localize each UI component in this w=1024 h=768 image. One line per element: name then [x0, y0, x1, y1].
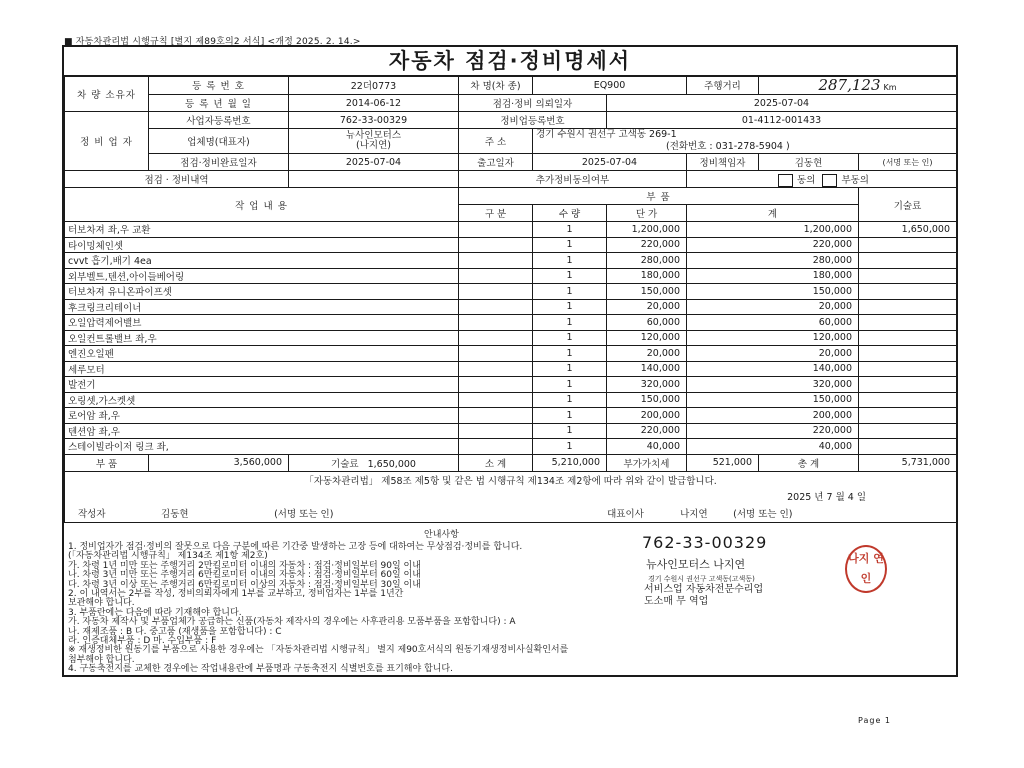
company-label: 업체명(대표자) — [149, 129, 289, 154]
totals-parts: 3,560,000 — [149, 454, 289, 471]
parts-header: 부 품 — [459, 188, 859, 205]
item-work: 터보차져 유니온파이프셋 — [65, 284, 459, 300]
item-labor — [859, 268, 957, 284]
item-type — [459, 315, 533, 331]
item-row — [65, 315, 957, 331]
item-type — [459, 237, 533, 253]
consent-options — [687, 171, 957, 188]
item-row — [65, 377, 957, 393]
issue-date: 2025 년 7 월 4 일 — [65, 488, 957, 504]
col-total: 계 — [687, 205, 859, 222]
totals-parts-label: 부 품 — [65, 454, 149, 471]
item-qty: 1 — [533, 423, 607, 439]
notice-section — [64, 530, 956, 675]
release-date-label: 출고일자 — [459, 154, 533, 171]
item-qty: 1 — [533, 315, 607, 331]
totals-labor — [289, 454, 459, 471]
stamp-company: 뉴사인모터스 나지연 — [646, 558, 746, 571]
labor-header: 기술료 — [859, 188, 957, 222]
item-type — [459, 392, 533, 408]
notice-heading: 안내사항 — [424, 530, 459, 540]
item-unit-price: 20,000 — [607, 346, 687, 362]
item-work: 스테이빌라이저 링크 좌, — [65, 439, 459, 455]
item-labor — [859, 408, 957, 424]
item-row — [65, 253, 957, 269]
reg-no-label: 등 록 번 호 — [149, 76, 289, 95]
item-unit-price: 40,000 — [607, 439, 687, 455]
item-unit-price: 320,000 — [607, 377, 687, 393]
done-date-value: 2025-07-04 — [289, 154, 459, 171]
item-work: 터보차져 좌,우 교환 — [65, 222, 459, 238]
details-section-label: 점검 · 정비내역 — [65, 171, 289, 188]
notice-line: 2. 이 내역서는 2부를 작성, 정비의뢰자에게 1부를 교부하고, 정비업자는 1부를 1년간 — [68, 589, 404, 599]
item-type — [459, 284, 533, 300]
item-qty: 1 — [533, 299, 607, 315]
item-row — [65, 237, 957, 253]
item-total: 40,000 — [687, 439, 859, 455]
owner-section-label: 차 량 소유자 — [65, 76, 149, 112]
address-text: 경기 수원시 권선구 고색동 269-1 — [536, 129, 677, 140]
item-total: 150,000 — [687, 284, 859, 300]
notice-line: 4. 구동축전지를 교체한 경우에는 작업내용란에 부품명과 구동축전지 식별번호를 표기해야 합니다. — [68, 664, 453, 675]
mileage-value — [759, 76, 957, 95]
item-labor — [859, 423, 957, 439]
notice-line: (「자동차관리법 시행규칙」 제134조 제1항 제2호) — [68, 551, 268, 562]
item-type — [459, 346, 533, 362]
item-type — [459, 268, 533, 284]
item-unit-price: 1,200,000 — [607, 222, 687, 238]
item-total: 1,200,000 — [687, 222, 859, 238]
item-unit-price: 220,000 — [607, 237, 687, 253]
item-row — [65, 284, 957, 300]
stamp-types: 서비스업 자동차전문수리업 — [644, 584, 764, 595]
item-type — [459, 439, 533, 455]
reg-date-label: 등 록 년 월 일 — [149, 95, 289, 112]
signature-row — [65, 504, 957, 523]
item-work: 타이밍체인셋 — [65, 237, 459, 253]
item-work: 오일컨트롤밸브 좌,우 — [65, 330, 459, 346]
item-qty: 1 — [533, 237, 607, 253]
item-row — [65, 392, 957, 408]
item-work: 세루모터 — [65, 361, 459, 377]
stamp-types-2: 도소매 무 역업 — [644, 596, 709, 607]
item-total: 280,000 — [687, 253, 859, 269]
biz-no-label: 사업자등록번호 — [149, 112, 289, 129]
manager-label: 정비책임자 — [687, 154, 759, 171]
item-total: 150,000 — [687, 392, 859, 408]
model-value: EQ900 — [533, 76, 687, 95]
item-work: 발전기 — [65, 377, 459, 393]
notice-line: 나. 차령 3년 미만 또는 주행거리 6만킬로미터 이내의 자동차 : 점검·정비일부터 60일 이내 — [68, 570, 421, 581]
item-labor — [859, 330, 957, 346]
item-unit-price: 200,000 — [607, 408, 687, 424]
item-total: 20,000 — [687, 346, 859, 362]
ceo-name: 나지연 — [680, 508, 708, 520]
form-header: ■ 자동차관리법 시행규칙 [별지 제89호의2 서식] <개정 2025. 2. 14.> — [64, 37, 361, 47]
item-row — [65, 346, 957, 362]
item-unit-price: 140,000 — [607, 361, 687, 377]
item-unit-price: 150,000 — [607, 284, 687, 300]
notice-line: 첨부해야 합니다. — [68, 654, 135, 665]
item-labor: 1,650,000 — [859, 222, 957, 238]
disagree-checkbox[interactable] — [822, 174, 837, 187]
item-row — [65, 330, 957, 346]
item-qty: 1 — [533, 408, 607, 424]
biz-no-value: 762-33-00329 — [289, 112, 459, 129]
total-value: 5,731,000 — [859, 454, 957, 471]
company-name: 뉴사인모터스 — [345, 130, 402, 141]
phone-text: (전화번호 : 031-278-5904 ) — [666, 141, 790, 152]
item-total: 20,000 — [687, 299, 859, 315]
item-work: 외부벨트,텐션,아이들베어링 — [65, 268, 459, 284]
done-date-label: 점검·정비완료일자 — [149, 154, 289, 171]
document — [62, 45, 958, 677]
item-total: 120,000 — [687, 330, 859, 346]
stamp-address: 경기 수원시 권선구 고색동(고색동) — [648, 575, 755, 583]
item-unit-price: 220,000 — [607, 423, 687, 439]
notice-line: 나. 재제조품 : B 다. 중고품 (재생품을 포함합니다) : C — [68, 626, 282, 637]
request-date-label: 점검·정비 의뢰일자 — [459, 95, 607, 112]
item-type — [459, 299, 533, 315]
item-labor — [859, 315, 957, 331]
stamp-biz-no: 762-33-00329 — [642, 533, 768, 552]
item-total: 220,000 — [687, 423, 859, 439]
item-type — [459, 377, 533, 393]
writer-label: 작성자 — [78, 508, 106, 520]
item-row — [65, 408, 957, 424]
item-total: 320,000 — [687, 377, 859, 393]
item-total: 140,000 — [687, 361, 859, 377]
agree-label: 동의 — [797, 174, 816, 186]
item-work: 오일압력제어밸브 — [65, 315, 459, 331]
work-header: 작 업 내 용 — [65, 188, 459, 222]
item-row — [65, 268, 957, 284]
mileage-unit: Km — [883, 83, 897, 92]
subtotal-label: 소 계 — [459, 454, 533, 471]
item-total: 60,000 — [687, 315, 859, 331]
item-row — [65, 439, 957, 455]
item-total: 220,000 — [687, 237, 859, 253]
item-unit-price: 120,000 — [607, 330, 687, 346]
ceo-sign: (서명 또는 인) — [733, 508, 793, 520]
col-unit: 단 가 — [607, 205, 687, 222]
col-qty: 수 량 — [533, 205, 607, 222]
ceo-label: 대표이사 — [607, 508, 644, 520]
item-unit-price: 150,000 — [607, 392, 687, 408]
totals-labor-label: 기술료 — [331, 458, 359, 470]
item-unit-price: 280,000 — [607, 253, 687, 269]
item-qty: 1 — [533, 330, 607, 346]
reg-date-value: 2014-06-12 — [289, 95, 459, 112]
item-type — [459, 408, 533, 424]
item-labor — [859, 361, 957, 377]
company-seal: 나지 연인 — [845, 545, 887, 593]
item-labor — [859, 284, 957, 300]
shop-reg-label: 정비업등록번호 — [459, 112, 607, 129]
total-label: 총 계 — [759, 454, 859, 471]
item-work: 텐션암 좌,우 — [65, 423, 459, 439]
model-label: 차 명(차 종) — [459, 76, 533, 95]
spec-table — [64, 75, 957, 523]
item-labor — [859, 439, 957, 455]
item-work: cvvt 흡기,배기 4ea — [65, 253, 459, 269]
item-work: 로어암 좌,우 — [65, 408, 459, 424]
item-work: 오링셋,가스켓셋 — [65, 392, 459, 408]
consent-label: 추가정비동의여부 — [459, 171, 687, 188]
item-unit-price: 20,000 — [607, 299, 687, 315]
agree-checkbox[interactable] — [778, 174, 793, 187]
item-qty: 1 — [533, 361, 607, 377]
item-type — [459, 423, 533, 439]
shop-section-label: 정 비 업 자 — [65, 112, 149, 171]
item-labor — [859, 253, 957, 269]
request-date-value: 2025-07-04 — [607, 95, 957, 112]
item-qty: 1 — [533, 222, 607, 238]
vat-value: 521,000 — [687, 454, 759, 471]
item-row — [65, 299, 957, 315]
page-number: Page 1 — [858, 716, 891, 725]
writer-name: 김동현 — [161, 508, 189, 520]
writer-sign: (서명 또는 인) — [274, 508, 334, 520]
disagree-label: 부동의 — [841, 174, 869, 186]
item-labor — [859, 346, 957, 362]
subtotal-value: 5,210,000 — [533, 454, 607, 471]
release-date-value: 2025-07-04 — [533, 154, 687, 171]
item-total: 180,000 — [687, 268, 859, 284]
item-type — [459, 222, 533, 238]
item-type — [459, 361, 533, 377]
address-label: 주 소 — [459, 129, 533, 154]
item-work: 엔진오일펜 — [65, 346, 459, 362]
notice-line: 보관해야 합니다. — [68, 598, 135, 609]
item-type — [459, 253, 533, 269]
manager-sign: (서명 또는 인) — [859, 154, 957, 171]
notice-line: 3. 부품란에는 다음에 따라 기재해야 합니다. — [68, 607, 242, 618]
shop-reg-value: 01-4112-001433 — [607, 112, 957, 129]
item-type — [459, 330, 533, 346]
notice-line: 다. 차령 3년 이상 또는 주행거리 6만킬로미터 이상의 자동차 : 점검·정비일부터 30일 이내 — [68, 579, 421, 590]
notice-line: 1. 정비업자가 점검·정비의 잘못으로 다음 구분에 따른 기간중 발생하는 고장 등에 대하여는 무상점검·정비를 합니다. — [68, 542, 523, 552]
item-labor — [859, 299, 957, 315]
item-qty: 1 — [533, 439, 607, 455]
item-qty: 1 — [533, 392, 607, 408]
vat-label: 부가가치세 — [607, 454, 687, 471]
item-qty: 1 — [533, 253, 607, 269]
item-unit-price: 60,000 — [607, 315, 687, 331]
notice-line: 라. 인증대체부품 : D 마. 수입부품 : F — [68, 636, 217, 646]
notice-line: ※ 재생정비한 원동기를 부품으로 사용한 경우에는 「자동차관리법 시행규칙」 별지 제90호서식의 원동기재생정비사실확인서를 — [68, 645, 569, 656]
manager-value: 김동현 — [759, 154, 859, 171]
company-ceo: (나지연) — [356, 140, 391, 151]
item-row — [65, 361, 957, 377]
item-labor — [859, 392, 957, 408]
mileage-handwritten: 287,123 — [818, 76, 881, 94]
statement: 「자동차관리법」 제58조 제5항 및 같은 법 시행규칙 제134조 제2항에 따라 위와 같이 발급합니다. — [65, 471, 957, 488]
item-row — [65, 222, 957, 238]
item-row — [65, 423, 957, 439]
notice-line: 가. 차령 1년 미만 또는 주행거리 2만킬로미터 이내의 자동차 : 점검·정비일부터 90일 이내 — [68, 560, 421, 571]
mileage-label: 주행거리 — [687, 76, 759, 95]
document-title: 자동차 점검·정비명세서 — [64, 47, 956, 77]
notice-line: 가. 자동차 제작사 및 부품업체가 공급하는 신품(자동차 제작사의 경우에는 사후관리용 모품부품을 포함합니다) : A — [68, 617, 516, 628]
item-unit-price: 180,000 — [607, 268, 687, 284]
item-qty: 1 — [533, 268, 607, 284]
item-total: 200,000 — [687, 408, 859, 424]
item-qty: 1 — [533, 346, 607, 362]
item-work: 후크링크리테이너 — [65, 299, 459, 315]
company-value — [289, 129, 459, 154]
item-qty: 1 — [533, 284, 607, 300]
col-type: 구 분 — [459, 205, 533, 222]
address-value — [533, 129, 957, 154]
totals-labor-value: 1,650,000 — [367, 458, 416, 470]
item-labor — [859, 377, 957, 393]
item-qty: 1 — [533, 377, 607, 393]
item-labor — [859, 237, 957, 253]
reg-no-value: 22더0773 — [289, 76, 459, 95]
